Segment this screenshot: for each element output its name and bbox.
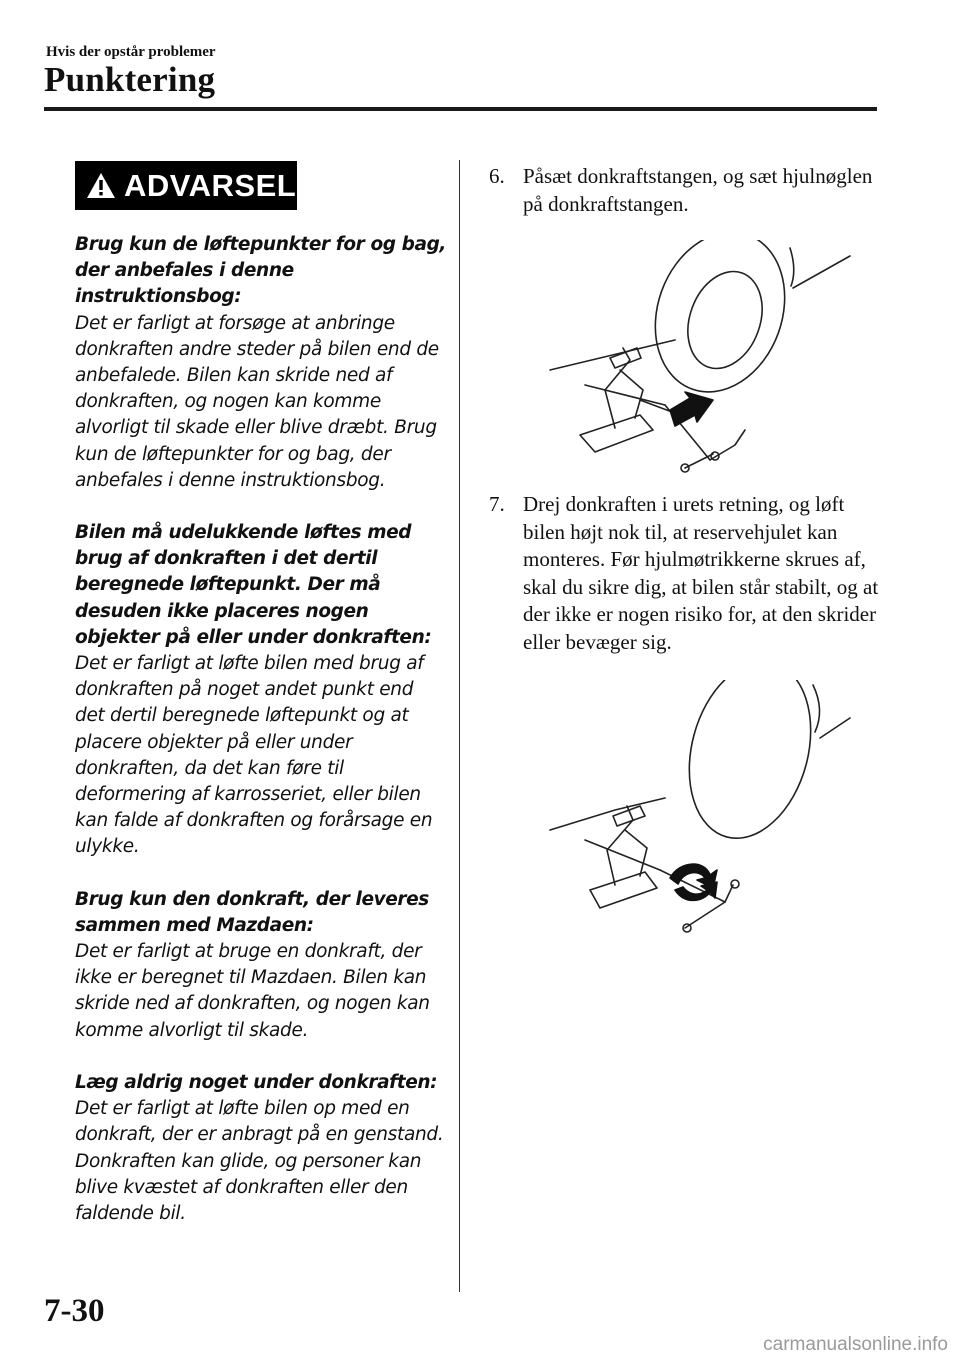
warning-block — [75, 1070, 447, 1227]
watermark: carmanualsonline.info — [763, 1334, 948, 1355]
step-text: Drej donkraften i urets retning, og løft bilen højt nok til, at reservehjulet kan monteres. Før hjulmøtrikkerne skrues af, skal du sikre dig, at bilen står stabilt, og at der ikke er nogen risiko for, at den skrider eller bevæger sig. — [523, 492, 879, 654]
warning-block — [75, 520, 447, 861]
warning-badge — [75, 161, 297, 210]
warning-body — [75, 232, 447, 1253]
title-rule — [44, 107, 877, 111]
step-6 — [489, 163, 889, 218]
jack-turning-illustration — [545, 680, 855, 940]
step-number: 6. — [489, 164, 505, 188]
warning-heading: Brug kun de løftepunkter for og bag, der anbefales i denne instruktionsbog: — [75, 234, 447, 308]
warning-label: ADVARSEL — [124, 167, 297, 203]
step-text: Påsæt donkraftstangen, og sæt hjulnøglen på donkraftstangen. — [523, 164, 873, 216]
warning-text: Det er farligt at forsøge at anbringe donkraften andre steder på bilen end de anbefalede. Bilen kan skride ned af donkraften, og nogen kan komme alvorligt til skade eller blive dræbt. Brug kun de løftepunkter for og bag, der anbefales i denne instruktionsbog. — [75, 312, 439, 491]
page-number: 7-30 — [44, 1293, 105, 1329]
warning-triangle-icon — [86, 172, 116, 199]
warning-block — [75, 887, 447, 1044]
step-7 — [489, 491, 889, 656]
warning-text: Det er farligt at bruge en donkraft, der ikke er beregnet til Mazdaen. Bilen kan skride ned af donkraften, og nogen kan komme alvorligt til skade. — [75, 941, 430, 1041]
warning-heading: Brug kun den donkraft, der leveres sammen med Mazdaen: — [75, 888, 429, 936]
step-number: 7. — [489, 492, 505, 516]
warning-heading: Bilen må udelukkende løftes med brug af donkraften i det dertil beregnede løftepunkt. Der må desuden ikke placeres nogen objekter på eller under donkraften: — [75, 522, 432, 648]
warning-text: Det er farligt at løfte bilen op med en donkraft, der er anbragt på en genstand. Donkraften kan glide, og personer kan blive kvæstet af donkraften eller den faldende bil. — [75, 1098, 444, 1224]
page-title: Punktering — [44, 60, 216, 99]
column-divider — [459, 160, 460, 1292]
section-label: Hvis der opstår problemer — [46, 44, 216, 60]
warning-heading: Læg aldrig noget under donkraften: — [75, 1071, 438, 1093]
warning-block — [75, 232, 447, 494]
warning-text: Det er farligt at løfte bilen med brug af donkraften på noget andet punkt end det dertil beregnede løftepunkt og at placere objekter på eller under donkraften, da det kan føre til deformering af karrosseriet, eller bilen kan falde af donkraften og forårsage en ulykke. — [75, 653, 433, 858]
jack-handle-illustration — [545, 240, 855, 480]
